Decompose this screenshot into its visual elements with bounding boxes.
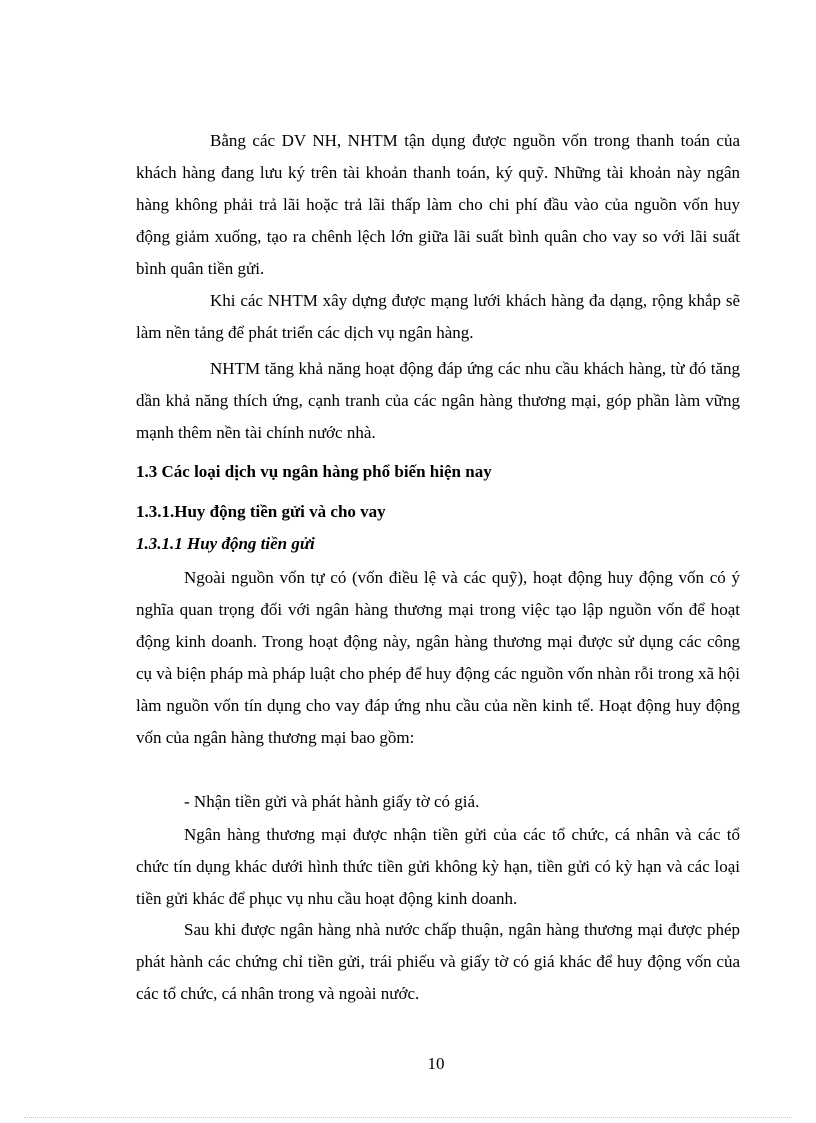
section-heading-1-3-1: 1.3.1.Huy động tiền gửi và cho vay [136, 502, 386, 521]
paragraph-deposit-receiving: Ngân hàng thương mại được nhận tiền gửi của các tổ chức, cá nhân và các tổ chức tín dụng khác dưới hình thức tiền gửi không kỳ hạn, tiền gửi có kỳ hạn và các loại tiền gửi khác để phục vụ nhu cầu hoạt động kinh doanh. [136, 825, 740, 908]
bullet-deposits-securities: - Nhận tiền gửi và phát hành giấy tờ có giá. [184, 792, 480, 811]
section-heading-1-3: 1.3 Các loại dịch vụ ngân hàng phổ biến hiện nay [136, 462, 492, 481]
paragraph-capital-mobilization: Ngoài nguồn vốn tự có (vốn điều lệ và các quỹ), hoạt động huy động vốn có ý nghĩa quan trọng đối với ngân hàng thương mại trong việc tạo lập nguồn vốn để hoạt động kinh doanh. Trong hoạt động này, ngân hàng thương mại được sử dụng các công cụ và biện pháp mà pháp luật cho phép để huy động các nguồn vốn nhàn rỗi trong xã hội làm nguồn vốn tín dụng cho vay đáp ứng nhu cầu của nền kinh tế. Hoạt động huy động vốn của ngân hàng thương mại bao gồm: [136, 568, 740, 747]
paragraph-dv-nh-benefit: Bằng các DV NH, NHTM tận dụng được nguồn vốn trong thanh toán của khách hàng đang lưu ký trên tài khoản thanh toán, ký quỹ. Những tài khoản này ngân hàng không phải trả lãi hoặc trả lãi thấp làm cho chi phí đầu vào của nguồn vốn huy động giảm xuống, tạo ra chênh lệch lớn giữa lãi suất bình quân cho vay so với lãi suất bình quân tiền gửi. [136, 131, 740, 278]
section-heading-1-3-1-1: 1.3.1.1 Huy động tiền gửi [136, 534, 315, 553]
paragraph-nhtm-capacity: NHTM tăng khả năng hoạt động đáp ứng các nhu cầu khách hàng, từ đó tăng dần khả năng thích ứng, cạnh tranh của các ngân hàng thương mại, góp phần làm vững mạnh thêm nền tài chính nước nhà. [136, 359, 740, 442]
paragraph-customer-network: Khi các NHTM xây dựng được mạng lưới khách hàng đa dạng, rộng khắp sẽ làm nền tảng để phát triển các dịch vụ ngân hàng. [136, 291, 740, 342]
page-number: 10 [427, 1054, 445, 1073]
page-bottom-divider [24, 1117, 792, 1118]
paragraph-certificate-issuance: Sau khi được ngân hàng nhà nước chấp thuận, ngân hàng thương mại được phép phát hành các chứng chỉ tiền gửi, trái phiếu và giấy tờ có giá khác để huy động vốn của các tổ chức, cá nhân trong và ngoài nước. [136, 920, 740, 1003]
